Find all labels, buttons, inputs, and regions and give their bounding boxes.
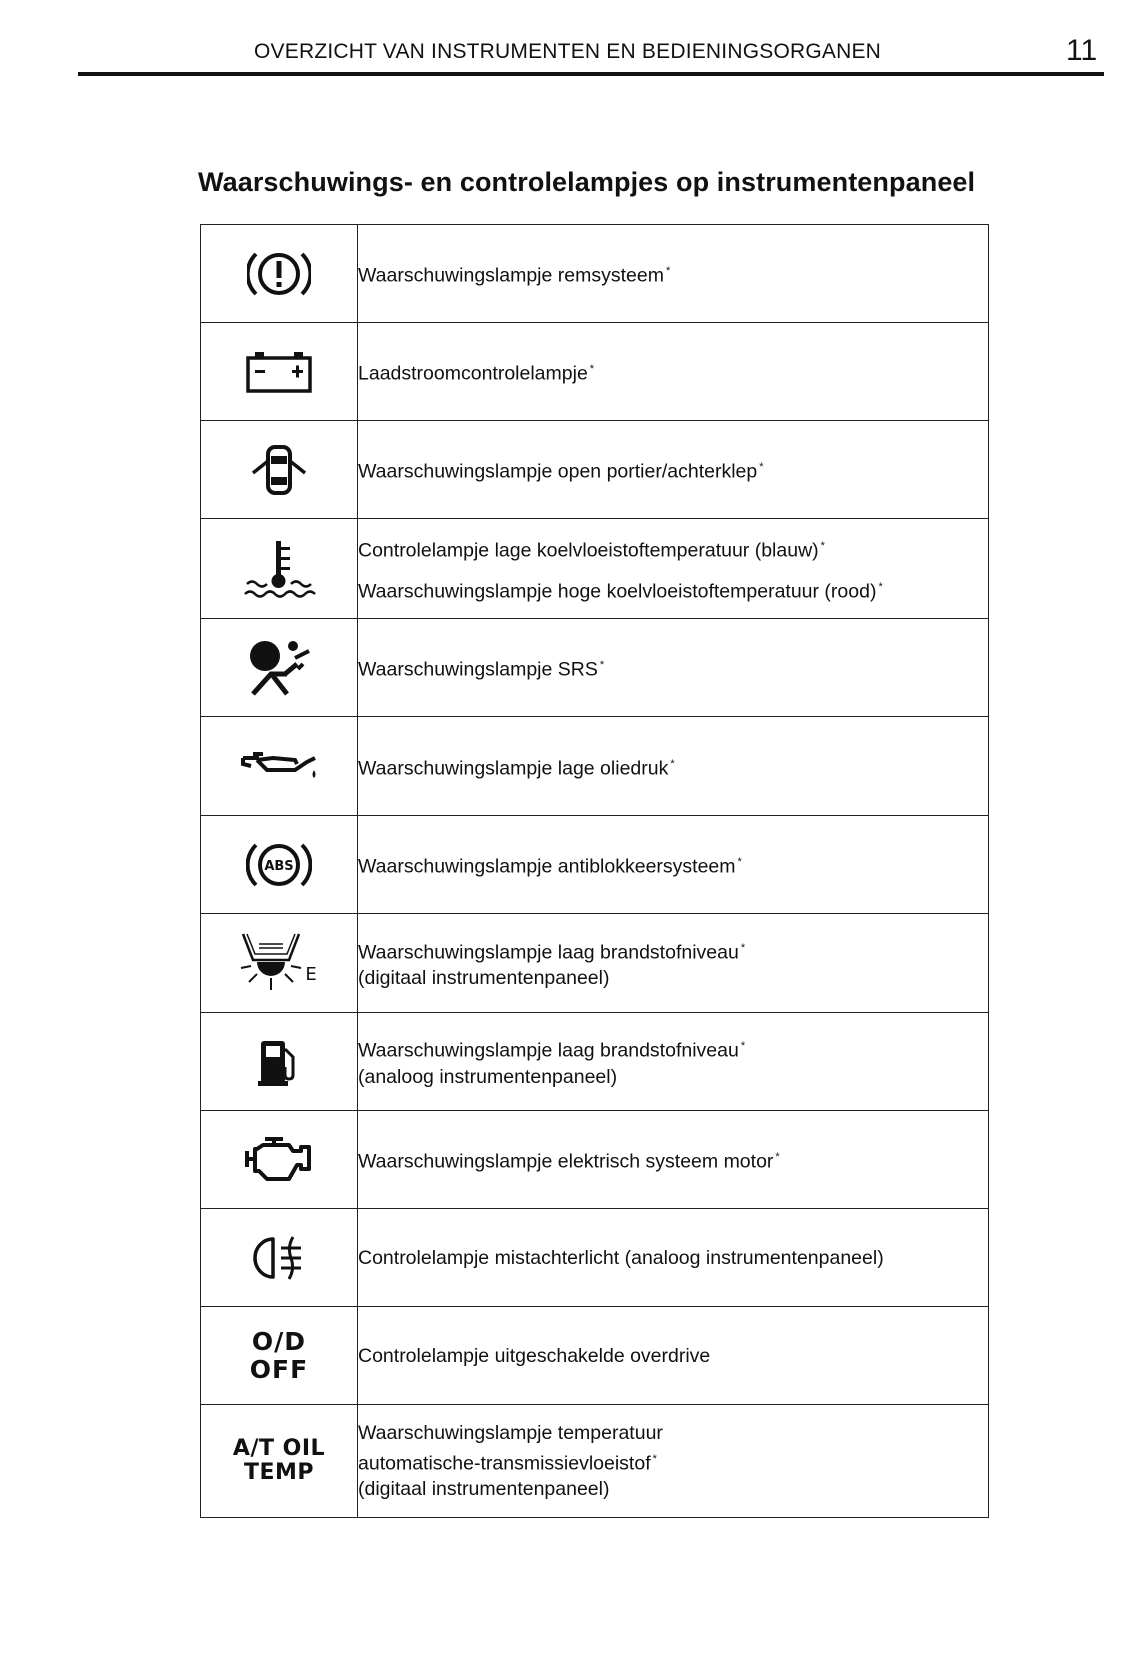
table-row	[201, 1307, 989, 1405]
footnote-marker: *	[775, 1151, 780, 1164]
fuel-pump-icon	[257, 1037, 301, 1087]
footnote-marker: *	[665, 265, 671, 278]
coolant-temperature-icon	[241, 537, 317, 601]
table-row	[201, 1013, 989, 1111]
table-row	[201, 914, 989, 1013]
battery-icon	[245, 350, 313, 394]
row-description: Controlelampje mistachterlicht (analoog instrumentenpaneel)	[358, 1246, 884, 1269]
at-oil-temp-icon-line: A/T OIL	[232, 1436, 326, 1461]
running-header: OVERZICHT VAN INSTRUMENTEN EN BEDIENINGSORGANEN	[254, 40, 882, 63]
rear-fog-light-icon	[251, 1233, 307, 1283]
oil-pressure-icon	[239, 746, 319, 786]
engine-check-icon	[243, 1135, 315, 1185]
row-description: automatische-transmissievloeistof	[358, 1452, 651, 1475]
row-description: Waarschuwingslampje hoge koelvloeistoftemperatuur (rood)	[358, 580, 877, 602]
footnote-marker: *	[740, 1040, 746, 1053]
row-description: Waarschuwingslampje antiblokkeersysteem	[358, 855, 736, 878]
table-row	[201, 225, 989, 323]
at-oil-temp-icon	[201, 1437, 357, 1485]
table-row	[201, 323, 989, 421]
at-oil-temp-icon-line: TEMP	[243, 1460, 315, 1485]
footnote-marker: *	[652, 1452, 657, 1465]
footnote-marker: *	[740, 941, 746, 954]
od-off-icon-line: OFF	[249, 1354, 309, 1384]
row-description: Laadstroomcontrolelampje	[358, 362, 588, 385]
table-row	[201, 519, 989, 619]
footnote-marker: *	[599, 659, 605, 672]
table-row	[201, 1111, 989, 1209]
row-description: Waarschuwingslampje open portier/achterklep	[358, 460, 758, 483]
od-off-icon	[201, 1328, 357, 1384]
row-description: Waarschuwingslampje lage oliedruk	[358, 757, 669, 780]
abs-icon	[246, 837, 312, 893]
brake-warning-icon	[247, 246, 311, 302]
srs-airbag-icon	[243, 636, 315, 700]
fuel-level-digital-icon	[237, 930, 321, 996]
row-description: Controlelampje lage koelvloeistoftemperatuur (blauw)	[358, 539, 819, 562]
row-description: Waarschuwingslampje laag brandstofniveau	[358, 1039, 739, 1062]
table-row	[201, 1405, 989, 1518]
footnote-marker: *	[589, 363, 595, 376]
abs-icon-label: ABS	[264, 858, 294, 874]
row-description: Waarschuwingslampje elektrisch systeem motor	[358, 1150, 774, 1173]
row-description: Waarschuwingslampje remsysteem	[358, 264, 664, 287]
footnote-marker: *	[878, 580, 883, 593]
footnote-marker: *	[759, 461, 764, 474]
table-row	[201, 619, 989, 717]
footnote-marker: *	[820, 540, 825, 552]
row-description: Waarschuwingslampje laag brandstofniveau	[358, 941, 739, 964]
page-number: 11	[1066, 34, 1098, 67]
empty-mark: E	[305, 964, 317, 985]
row-description: Waarschuwingslampje temperatuur	[358, 1421, 663, 1444]
od-off-icon-line: O/D	[251, 1326, 307, 1356]
table-row	[201, 1209, 989, 1307]
header-divider	[78, 72, 1104, 76]
table-row	[201, 717, 989, 816]
row-description: Waarschuwingslampje SRS	[358, 658, 598, 681]
row-description-note: (digitaal instrumentenpaneel)	[358, 1478, 610, 1501]
open-door-icon	[249, 441, 309, 499]
footnote-marker: *	[737, 856, 742, 869]
footnote-marker: *	[670, 757, 675, 770]
warning-lamp-table	[200, 224, 989, 1518]
row-description-note: (digitaal instrumentenpaneel)	[358, 967, 610, 990]
row-description: Controlelampje uitgeschakelde overdrive	[358, 1344, 711, 1367]
section-title: Waarschuwings- en controlelampjes op instrumentenpaneel	[198, 167, 976, 197]
row-description-note: (analoog instrumentenpaneel)	[358, 1065, 618, 1088]
table-row	[201, 421, 989, 519]
table-row	[201, 816, 989, 914]
